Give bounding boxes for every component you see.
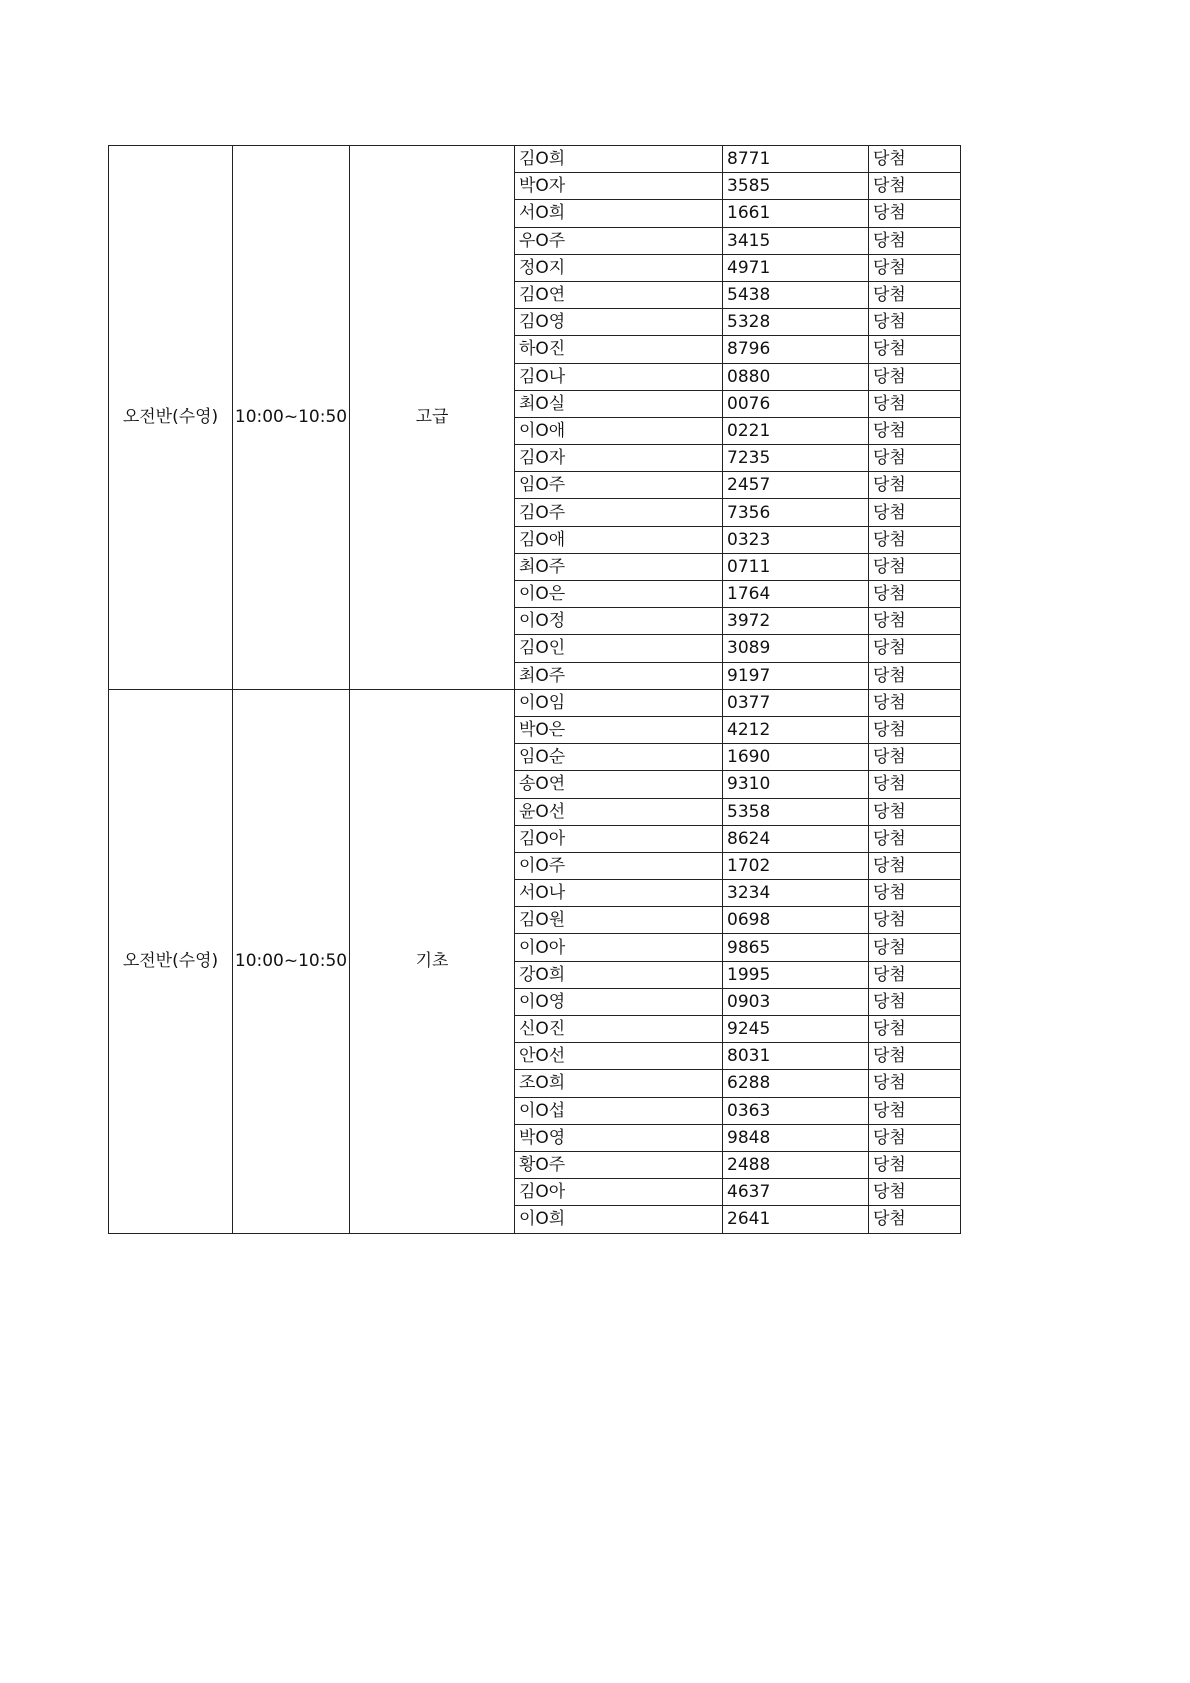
table-row <box>109 689 961 716</box>
name-cell: 최O실 <box>515 390 723 417</box>
result-cell: 당첨 <box>869 907 961 934</box>
code-cell: 7356 <box>723 499 869 526</box>
name-cell: 이O희 <box>515 1206 723 1233</box>
result-cell: 당첨 <box>869 553 961 580</box>
code-cell: 0377 <box>723 689 869 716</box>
result-cell: 당첨 <box>869 499 961 526</box>
code-cell: 4212 <box>723 716 869 743</box>
result-cell: 당첨 <box>869 1151 961 1178</box>
code-cell: 4637 <box>723 1179 869 1206</box>
result-cell: 당첨 <box>869 281 961 308</box>
result-cell: 당첨 <box>869 934 961 961</box>
code-cell: 9848 <box>723 1124 869 1151</box>
code-cell: 8771 <box>723 146 869 173</box>
result-cell: 당첨 <box>869 363 961 390</box>
name-cell: 조O희 <box>515 1070 723 1097</box>
name-cell: 김O영 <box>515 309 723 336</box>
code-cell: 0711 <box>723 553 869 580</box>
code-cell: 5358 <box>723 798 869 825</box>
name-cell: 박O영 <box>515 1124 723 1151</box>
result-cell: 당첨 <box>869 227 961 254</box>
result-cell: 당첨 <box>869 798 961 825</box>
code-cell: 1690 <box>723 744 869 771</box>
name-cell: 김O애 <box>515 526 723 553</box>
name-cell: 이O주 <box>515 852 723 879</box>
code-cell: 3585 <box>723 173 869 200</box>
result-cell: 당첨 <box>869 336 961 363</box>
result-cell: 당첨 <box>869 472 961 499</box>
name-cell: 황O주 <box>515 1151 723 1178</box>
code-cell: 0880 <box>723 363 869 390</box>
code-cell: 9197 <box>723 662 869 689</box>
code-cell: 0076 <box>723 390 869 417</box>
code-cell: 4971 <box>723 254 869 281</box>
name-cell: 송O연 <box>515 771 723 798</box>
code-cell: 8031 <box>723 1043 869 1070</box>
result-cell: 당첨 <box>869 581 961 608</box>
code-cell: 1764 <box>723 581 869 608</box>
table-body <box>109 146 961 1234</box>
name-cell: 김O인 <box>515 635 723 662</box>
lottery-results-table <box>108 145 961 1234</box>
result-cell: 당첨 <box>869 254 961 281</box>
code-cell: 9310 <box>723 771 869 798</box>
code-cell: 5328 <box>723 309 869 336</box>
code-cell: 8624 <box>723 825 869 852</box>
result-cell: 당첨 <box>869 1097 961 1124</box>
session-cell: 오전반(수영) <box>109 146 233 690</box>
session-cell: 오전반(수영) <box>109 689 233 1233</box>
code-cell: 2641 <box>723 1206 869 1233</box>
name-cell: 이O영 <box>515 988 723 1015</box>
result-cell: 당첨 <box>869 771 961 798</box>
code-cell: 3089 <box>723 635 869 662</box>
result-cell: 당첨 <box>869 173 961 200</box>
code-cell: 6288 <box>723 1070 869 1097</box>
name-cell: 이O섭 <box>515 1097 723 1124</box>
name-cell: 윤O선 <box>515 798 723 825</box>
name-cell: 김O나 <box>515 363 723 390</box>
result-cell: 당첨 <box>869 961 961 988</box>
name-cell: 정O지 <box>515 254 723 281</box>
code-cell: 8796 <box>723 336 869 363</box>
code-cell: 1702 <box>723 852 869 879</box>
result-cell: 당첨 <box>869 417 961 444</box>
name-cell: 안O선 <box>515 1043 723 1070</box>
result-cell: 당첨 <box>869 689 961 716</box>
name-cell: 최O주 <box>515 553 723 580</box>
name-cell: 신O진 <box>515 1016 723 1043</box>
code-cell: 3415 <box>723 227 869 254</box>
result-cell: 당첨 <box>869 1179 961 1206</box>
table-row <box>109 146 961 173</box>
level-cell: 고급 <box>350 146 515 690</box>
code-cell: 0363 <box>723 1097 869 1124</box>
result-cell: 당첨 <box>869 200 961 227</box>
name-cell: 이O아 <box>515 934 723 961</box>
result-cell: 당첨 <box>869 1016 961 1043</box>
code-cell: 0698 <box>723 907 869 934</box>
result-cell: 당첨 <box>869 1206 961 1233</box>
result-cell: 당첨 <box>869 744 961 771</box>
code-cell: 2488 <box>723 1151 869 1178</box>
result-cell: 당첨 <box>869 635 961 662</box>
result-cell: 당첨 <box>869 445 961 472</box>
level-cell: 기초 <box>350 689 515 1233</box>
time-cell: 10:00~10:50 <box>233 146 350 690</box>
result-cell: 당첨 <box>869 608 961 635</box>
name-cell: 이O애 <box>515 417 723 444</box>
result-cell: 당첨 <box>869 880 961 907</box>
result-cell: 당첨 <box>869 852 961 879</box>
time-cell: 10:00~10:50 <box>233 689 350 1233</box>
name-cell: 최O주 <box>515 662 723 689</box>
name-cell: 임O순 <box>515 744 723 771</box>
code-cell: 9245 <box>723 1016 869 1043</box>
result-cell: 당첨 <box>869 526 961 553</box>
code-cell: 0221 <box>723 417 869 444</box>
code-cell: 0903 <box>723 988 869 1015</box>
result-cell: 당첨 <box>869 1124 961 1151</box>
result-cell: 당첨 <box>869 1043 961 1070</box>
code-cell: 1661 <box>723 200 869 227</box>
code-cell: 3972 <box>723 608 869 635</box>
name-cell: 박O은 <box>515 716 723 743</box>
code-cell: 5438 <box>723 281 869 308</box>
result-cell: 당첨 <box>869 146 961 173</box>
name-cell: 이O임 <box>515 689 723 716</box>
name-cell: 김O원 <box>515 907 723 934</box>
code-cell: 0323 <box>723 526 869 553</box>
name-cell: 서O희 <box>515 200 723 227</box>
name-cell: 하O진 <box>515 336 723 363</box>
name-cell: 임O주 <box>515 472 723 499</box>
name-cell: 김O아 <box>515 1179 723 1206</box>
name-cell: 김O아 <box>515 825 723 852</box>
result-cell: 당첨 <box>869 309 961 336</box>
name-cell: 이O은 <box>515 581 723 608</box>
name-cell: 김O연 <box>515 281 723 308</box>
result-cell: 당첨 <box>869 390 961 417</box>
result-cell: 당첨 <box>869 825 961 852</box>
name-cell: 김O주 <box>515 499 723 526</box>
code-cell: 1995 <box>723 961 869 988</box>
result-cell: 당첨 <box>869 662 961 689</box>
code-cell: 9865 <box>723 934 869 961</box>
name-cell: 강O희 <box>515 961 723 988</box>
name-cell: 김O희 <box>515 146 723 173</box>
result-cell: 당첨 <box>869 716 961 743</box>
code-cell: 3234 <box>723 880 869 907</box>
code-cell: 7235 <box>723 445 869 472</box>
name-cell: 이O정 <box>515 608 723 635</box>
code-cell: 2457 <box>723 472 869 499</box>
result-cell: 당첨 <box>869 1070 961 1097</box>
name-cell: 서O나 <box>515 880 723 907</box>
result-cell: 당첨 <box>869 988 961 1015</box>
name-cell: 박O자 <box>515 173 723 200</box>
name-cell: 김O자 <box>515 445 723 472</box>
name-cell: 우O주 <box>515 227 723 254</box>
